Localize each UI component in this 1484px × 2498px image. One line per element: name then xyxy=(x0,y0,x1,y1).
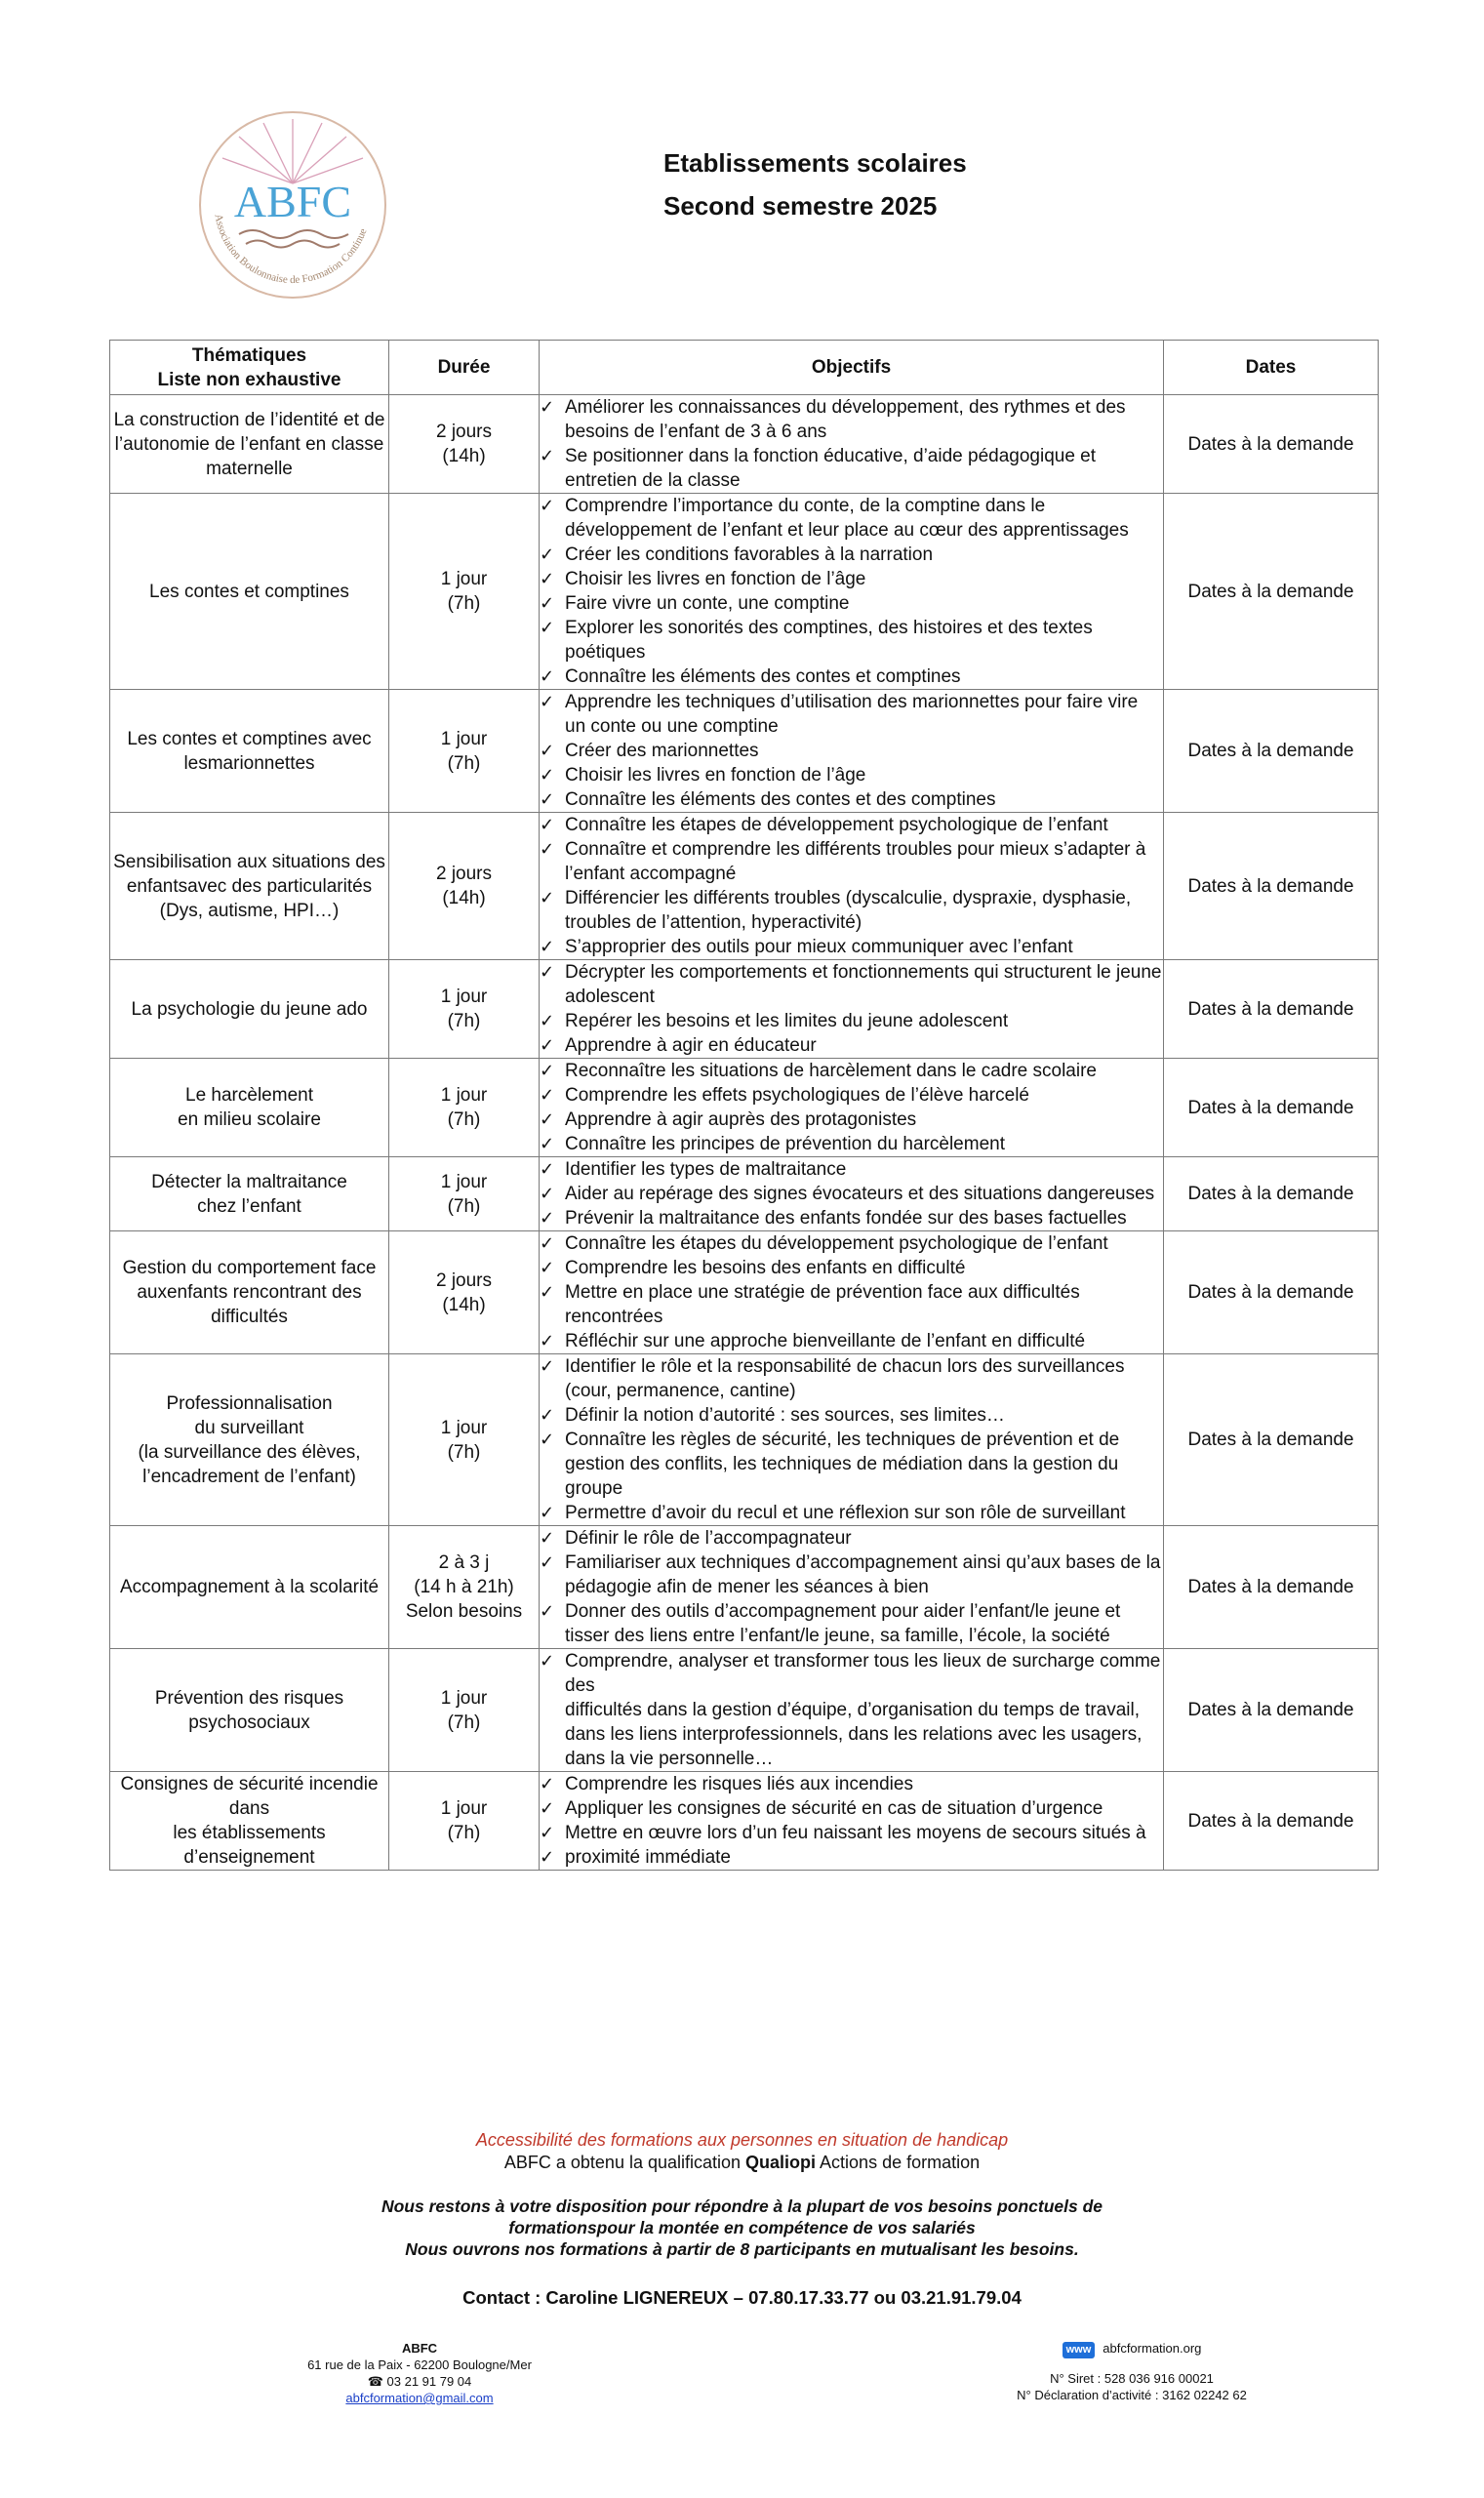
header-dates: Dates xyxy=(1164,341,1379,395)
qualiopi-notice xyxy=(0,2152,1484,2174)
dates-cell: Dates à la demande xyxy=(1164,494,1379,690)
header-objectives: Objectifs xyxy=(540,341,1164,395)
theme-cell: Gestion du comportement face auxenfants rencontrant des difficultés xyxy=(110,1231,389,1354)
duration-cell: 2 jours (14h) xyxy=(389,1231,540,1354)
email-link[interactable]: abfcformation@gmail.com xyxy=(345,2391,494,2405)
table-row xyxy=(110,1526,1379,1649)
objective-item: ✓ Mettre en œuvre lors d’un feu naissant les moyens de secours situés à xyxy=(540,1821,1163,1845)
objectives-list xyxy=(540,813,1163,959)
objective-item: ✓ Reconnaître les situations de harcèlement dans le cadre scolaire xyxy=(540,1059,1163,1083)
objectives-cell xyxy=(540,1157,1164,1231)
objective-item: ✓ Connaître les principes de prévention du harcèlement xyxy=(540,1132,1163,1156)
dates-cell: Dates à la demande xyxy=(1164,690,1379,813)
objective-item: ✓ Différencier les différents troubles (dyscalculie, dyspraxie, dysphasie, troubles de l’attention, hyperactivité) xyxy=(540,886,1163,935)
objective-item: ✓ Créer des marionnettes xyxy=(540,739,1163,763)
duration-cell: 1 jour (7h) xyxy=(389,960,540,1059)
objective-item: ✓ Améliorer les connaissances du développement, des rythmes et des besoins de l’enfant de 3 à 6 ans xyxy=(540,395,1163,444)
theme-cell: Prévention des risques psychosociaux xyxy=(110,1649,389,1772)
objectives-list xyxy=(540,960,1163,1058)
objective-item: ✓ Appliquer les consignes de sécurité en cas de situation d’urgence xyxy=(540,1796,1163,1821)
web-info-block xyxy=(1005,2340,1259,2403)
table-row xyxy=(110,1231,1379,1354)
qualiopi-pre: ABFC a obtenu la qualification xyxy=(503,2153,746,2172)
theme-cell: Accompagnement à la scolarité xyxy=(110,1526,389,1649)
objective-item: ✓ Choisir les livres en fonction de l’âge xyxy=(540,567,1163,591)
org-name: ABFC xyxy=(401,2341,438,2356)
table-row xyxy=(110,1059,1379,1157)
objectives-list xyxy=(540,1526,1163,1648)
duration-cell: 2 à 3 j (14 h à 21h) Selon besoins xyxy=(389,1526,540,1649)
table-row xyxy=(110,690,1379,813)
table-row xyxy=(110,395,1379,494)
table-row xyxy=(110,1649,1379,1772)
availability-notice xyxy=(0,2196,1484,2260)
objective-item: ✓ Comprendre les risques liés aux incendies xyxy=(540,1772,1163,1796)
objective-item: ✓ Identifier le rôle et la responsabilité de chacun lors des surveillances (cour, permanence, cantine) xyxy=(540,1354,1163,1403)
activity-declaration: N° Déclaration d’activité : 3162 02242 62 xyxy=(1017,2388,1247,2402)
objectives-cell xyxy=(540,1059,1164,1157)
duration-cell: 1 jour (7h) xyxy=(389,690,540,813)
dates-cell: Dates à la demande xyxy=(1164,1157,1379,1231)
objective-item: ✓ Prévenir la maltraitance des enfants fondée sur des bases factuelles xyxy=(540,1206,1163,1230)
qualiopi-post: Actions de formation xyxy=(816,2153,981,2172)
logo-ring-text: Association Boulonnaise de Formation Continue xyxy=(212,213,370,287)
objective-item: ✓ Décrypter les comportements et fonctionnements qui structurent le jeune adolescent xyxy=(540,960,1163,1009)
theme-cell: Le harcèlement en milieu scolaire xyxy=(110,1059,389,1157)
table-row xyxy=(110,1354,1379,1526)
objectives-cell xyxy=(540,690,1164,813)
objective-item: ✓ Permettre d’avoir du recul et une réflexion sur son rôle de surveillant xyxy=(540,1501,1163,1525)
dates-cell: Dates à la demande xyxy=(1164,1772,1379,1871)
table-row xyxy=(110,1772,1379,1871)
objective-item: ✓ Définir la notion d’autorité : ses sources, ses limites… xyxy=(540,1403,1163,1428)
availability-line-3: Nous ouvrons nos formations à partir de 8 participants en mutualisant les besoins. xyxy=(405,2239,1079,2259)
objective-item: ✓ S’approprier des outils pour mieux communiquer avec l’enfant xyxy=(540,935,1163,959)
objective-item: ✓ Connaître les étapes du développement psychologique de l’enfant xyxy=(540,1231,1163,1256)
objectives-cell xyxy=(540,494,1164,690)
objective-item: ✓ Comprendre, analyser et transformer tous les lieux de surcharge comme des difficultés dans la gestion d’équipe, d’organisation du temps de travail, dans les liens interprofessionnels, dans les relations avec les usagers, dans la vie personnelle… xyxy=(540,1649,1163,1771)
objectives-list xyxy=(540,1772,1163,1870)
objectives-list xyxy=(540,690,1163,812)
objective-item: ✓ Identifier les types de maltraitance xyxy=(540,1157,1163,1182)
objective-item: ✓ Comprendre les besoins des enfants en difficulté xyxy=(540,1256,1163,1280)
header-theme: Thématiques Liste non exhaustive xyxy=(110,341,389,395)
accessibility-notice: Accessibilité des formations aux personnes en situation de handicap xyxy=(475,2130,1009,2150)
objective-item: ✓ Repérer les besoins et les limites du jeune adolescent xyxy=(540,1009,1163,1033)
theme-cell: Détecter la maltraitance chez l’enfant xyxy=(110,1157,389,1231)
street-address: 61 rue de la Paix - 62200 Boulogne/Mer xyxy=(307,2357,532,2372)
objective-item: ✓ Définir le rôle de l’accompagnateur xyxy=(540,1526,1163,1551)
dates-cell: Dates à la demande xyxy=(1164,395,1379,494)
training-table xyxy=(109,340,1379,1871)
theme-cell: La psychologie du jeune ado xyxy=(110,960,389,1059)
objective-item: ✓ Connaître les règles de sécurité, les techniques de prévention et de gestion des conflits, les techniques de médiation dans la gestion du groupe xyxy=(540,1428,1163,1501)
objectives-list xyxy=(540,1059,1163,1156)
objectives-list xyxy=(540,1231,1163,1353)
duration-cell: 1 jour (7h) xyxy=(389,1772,540,1871)
objectives-cell xyxy=(540,1354,1164,1526)
objective-item: ✓ Faire vivre un conte, une comptine xyxy=(540,591,1163,616)
objective-item: ✓ Familiariser aux techniques d’accompagnement ainsi qu’aux bases de la pédagogie afin de mener les séances à bien xyxy=(540,1551,1163,1599)
availability-line-2: formationspour la montée en compétence de vos salariés xyxy=(508,2218,976,2237)
objectives-cell xyxy=(540,960,1164,1059)
objective-item: ✓ proximité immédiate xyxy=(540,1845,1163,1870)
objectives-list xyxy=(540,494,1163,689)
dates-cell: Dates à la demande xyxy=(1164,1059,1379,1157)
dates-cell: Dates à la demande xyxy=(1164,1649,1379,1772)
objectives-list xyxy=(540,395,1163,493)
objectives-list xyxy=(540,1649,1163,1771)
objectives-list xyxy=(540,1354,1163,1525)
duration-cell: 1 jour (7h) xyxy=(389,494,540,690)
contact-line: Contact : Caroline LIGNEREUX – 07.80.17.33.77 ou 03.21.91.79.04 xyxy=(462,2287,1022,2308)
duration-cell: 1 jour (7h) xyxy=(389,1649,540,1772)
table-row xyxy=(110,494,1379,690)
table-header-row xyxy=(110,341,1379,395)
objective-item: ✓ Mettre en place une stratégie de prévention face aux difficultés rencontrées xyxy=(540,1280,1163,1329)
objective-item: ✓ Aider au repérage des signes évocateurs et des situations dangereuses xyxy=(540,1182,1163,1206)
dates-cell: Dates à la demande xyxy=(1164,1231,1379,1354)
objective-item: ✓ Explorer les sonorités des comptines, des histoires et des textes poétiques xyxy=(540,616,1163,665)
qualiopi-bold: Qualiopi xyxy=(745,2153,817,2172)
objective-item: ✓ Choisir les livres en fonction de l’âge xyxy=(540,763,1163,787)
availability-line-1: Nous restons à votre disposition pour répondre à la plupart de vos besoins ponctuels de xyxy=(381,2196,1103,2216)
objective-item: ✓ Connaître et comprendre les différents troubles pour mieux s’adapter à l’enfant accompagné xyxy=(540,837,1163,886)
website-link[interactable]: abfcformation.org xyxy=(1103,2341,1202,2356)
dates-cell: Dates à la demande xyxy=(1164,1526,1379,1649)
duration-cell: 1 jour (7h) xyxy=(389,1354,540,1526)
logo-text: ABFC xyxy=(233,177,352,226)
objectives-cell xyxy=(540,1772,1164,1871)
table-row xyxy=(110,960,1379,1059)
table-row xyxy=(110,813,1379,960)
duration-cell: 2 jours (14h) xyxy=(389,813,540,960)
dates-cell: Dates à la demande xyxy=(1164,1354,1379,1526)
objectives-cell xyxy=(540,1526,1164,1649)
objective-item: ✓ Réfléchir sur une approche bienveillante de l’enfant en difficulté xyxy=(540,1329,1163,1353)
title-line-2: Second semestre 2025 xyxy=(663,191,938,221)
objective-item: ✓ Comprendre l’importance du conte, de la comptine dans le développement de l’enfant et leur place au cœur des apprentissages xyxy=(540,494,1163,543)
duration-cell: 2 jours (14h) xyxy=(389,395,540,494)
dates-cell: Dates à la demande xyxy=(1164,813,1379,960)
objectives-cell xyxy=(540,813,1164,960)
objective-item: ✓ Apprendre à agir en éducateur xyxy=(540,1033,1163,1058)
theme-cell: Sensibilisation aux situations des enfantsavec des particularités (Dys, autisme, HPI…) xyxy=(110,813,389,960)
objective-item: ✓ Apprendre les techniques d’utilisation des marionnettes pour faire vire un conte ou une comptine xyxy=(540,690,1163,739)
phone-number: ☎ 03 21 91 79 04 xyxy=(367,2374,472,2389)
objective-item: ✓ Comprendre les effets psychologiques de l’élève harcelé xyxy=(540,1083,1163,1108)
abfc-logo xyxy=(185,98,400,312)
objective-item: ✓ Se positionner dans la fonction éducative, d’aide pédagogique et entretien de la classe xyxy=(540,444,1163,493)
duration-cell: 1 jour (7h) xyxy=(389,1157,540,1231)
document-title xyxy=(663,141,967,227)
objectives-cell xyxy=(540,1649,1164,1772)
objectives-cell xyxy=(540,1231,1164,1354)
theme-cell: La construction de l’identité et de l’autonomie de l’enfant en classe maternelle xyxy=(110,395,389,494)
objective-item: ✓ Apprendre à agir auprès des protagonistes xyxy=(540,1108,1163,1132)
dates-cell: Dates à la demande xyxy=(1164,960,1379,1059)
address-block xyxy=(283,2340,556,2406)
theme-cell: Les contes et comptines xyxy=(110,494,389,690)
theme-cell: Consignes de sécurité incendie dans les établissements d’enseignement xyxy=(110,1772,389,1871)
table-row xyxy=(110,1157,1379,1231)
theme-cell: Professionnalisation du surveillant (la surveillance des élèves, l’encadrement de l’enfant) xyxy=(110,1354,389,1526)
title-line-1: Etablissements scolaires xyxy=(663,148,967,178)
objective-item: ✓ Donner des outils d’accompagnement pour aider l’enfant/le jeune et tisser des liens entre l’enfant/le jeune, sa famille, l’école, la société xyxy=(540,1599,1163,1648)
objective-item: ✓ Connaître les éléments des contes et comptines xyxy=(540,665,1163,689)
siret-number: N° Siret : 528 036 916 00021 xyxy=(1050,2371,1214,2386)
theme-cell: Les contes et comptines avec lesmarionnettes xyxy=(110,690,389,813)
objective-item: ✓ Créer les conditions favorables à la narration xyxy=(540,543,1163,567)
www-icon: www xyxy=(1063,2342,1096,2358)
objective-item: ✓ Connaître les éléments des contes et des comptines xyxy=(540,787,1163,812)
objectives-list xyxy=(540,1157,1163,1230)
duration-cell: 1 jour (7h) xyxy=(389,1059,540,1157)
header-duration: Durée xyxy=(389,341,540,395)
objectives-cell xyxy=(540,395,1164,494)
objective-item: ✓ Connaître les étapes de développement psychologique de l’enfant xyxy=(540,813,1163,837)
